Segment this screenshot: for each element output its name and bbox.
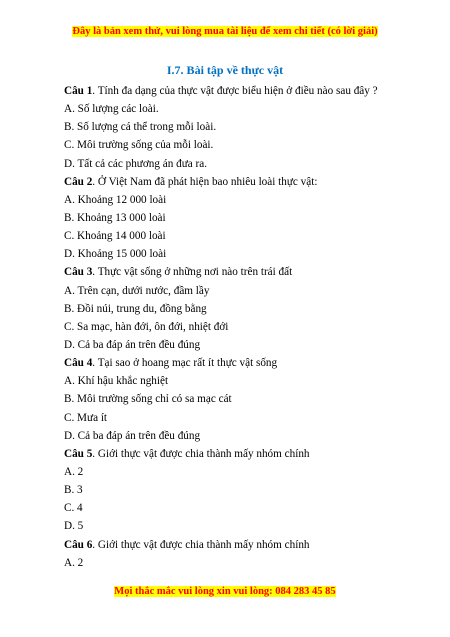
- contact-footer: [0, 586, 450, 597]
- option: C. Sa mạc, hàn đới, ôn đới, nhiệt đới: [64, 320, 229, 333]
- question-text: . Tại sao ở hoang mạc rất ít thực vật sống: [92, 357, 278, 370]
- question-2: [64, 173, 394, 191]
- option: A. Trên cạn, dưới nước, đầm lầy: [64, 284, 210, 297]
- question-text: . Thực vật sống ở những nơi nào trên trái đất: [92, 266, 293, 279]
- question-text: . Giới thực vật được chia thành mấy nhóm chính: [92, 447, 310, 460]
- option: A. Khoảng 12 000 loài: [64, 193, 167, 206]
- question-5: [64, 445, 394, 463]
- option: C. Khoảng 14 000 loài: [64, 230, 166, 243]
- option: A. 2: [64, 465, 84, 478]
- option: B. Môi trường sống chỉ có sa mạc cát: [64, 393, 232, 406]
- option: C. 4: [64, 502, 83, 515]
- contact-footer-text: Mọi thắc mắc vui lòng xin vui lòng: 084 283 45 85: [114, 586, 336, 597]
- question-text: . Giới thực vật được chia thành mấy nhóm chính: [92, 538, 310, 551]
- option: B. Số lượng cá thể trong mỗi loài.: [64, 121, 217, 134]
- question-4: [64, 354, 394, 372]
- question-number: Câu 5: [64, 447, 93, 460]
- question-text: . Ở Việt Nam đã phát hiện bao nhiêu loài thực vật:: [92, 175, 318, 188]
- question-number: Câu 6: [64, 538, 93, 551]
- question-1: [64, 82, 394, 100]
- option: D. Cả ba đáp án trên đều đúng: [64, 338, 201, 351]
- option: B. Đồi núi, trung du, đồng bằng: [64, 302, 207, 315]
- option: D. 5: [64, 520, 84, 533]
- option: A. Số lượng các loài.: [64, 103, 159, 116]
- option: A. Khí hậu khắc nghiệt: [64, 375, 169, 388]
- section-title: I.7. Bài tập về thực vật: [166, 63, 284, 77]
- option: B. Khoảng 13 000 loài: [64, 211, 166, 224]
- question-3: [64, 263, 394, 281]
- question-6: [64, 536, 394, 554]
- option: D. Tất cả các phương án đưa ra.: [64, 157, 208, 170]
- question-number: Câu 3: [64, 266, 93, 279]
- option: C. Mưa ít: [64, 411, 108, 424]
- question-number: Câu 1: [64, 85, 93, 97]
- option: B. 3: [64, 484, 83, 497]
- question-number: Câu 4: [64, 357, 93, 370]
- preview-banner: [0, 26, 450, 37]
- question-text: . Tính đa dạng của thực vật được biểu hiện ở điều nào sau đây ?: [92, 85, 378, 97]
- option: A. 2: [64, 556, 84, 569]
- option: D. Cả ba đáp án trên đều đúng: [64, 429, 201, 442]
- option: D. Khoảng 15 000 loài: [64, 248, 167, 261]
- preview-banner-text: Đây là bản xem thử, vui lòng mua tài liệu để xem chi tiết (có lời giải): [72, 26, 378, 37]
- question-number: Câu 2: [64, 175, 93, 188]
- option: C. Môi trường sống của mỗi loài.: [64, 139, 214, 152]
- question-list: [64, 82, 394, 572]
